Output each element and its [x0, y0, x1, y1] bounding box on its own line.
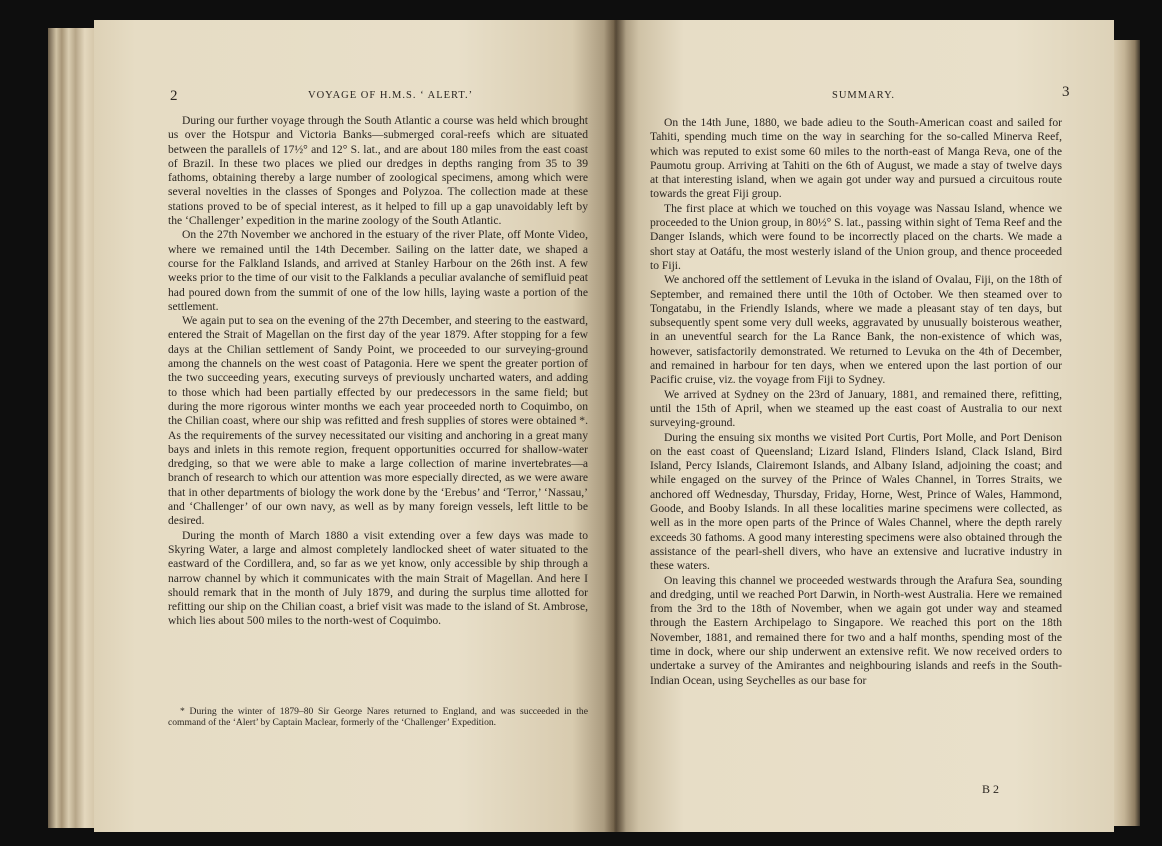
right-paragraph: On leaving this channel we proceeded westwards through the Arafura Sea, sounding and dredging, until we reached Port Darwin, in North-west Australia. Here we remained from the 3rd to the 18th of November, when we again got under way and steamed through the Eastern Archipelago to Singapore. We reached this port on the 18th November, 1881, and remained there for two and a half months, spending most of the time in dock, where our ship underwent an extensive refit. We now received orders to undertake a survey of the Amirantes and neighbouring islands and reefs in the South-Indian Ocean, using Seychelles as our base for: [650, 573, 1062, 687]
right-page-edges: [1114, 40, 1140, 826]
right-body-text: [650, 116, 1062, 688]
left-paragraph: We again put to sea on the evening of the 27th December, and steering to the eastward, entered the Strait of Magellan on the first day of the year 1879. After stopping for a few days at the Chilian settlement of Sandy Point, we proceeded to our surveying-ground among the channels on the west coast of Patagonia. Here we spent the greater portion of the two succeeding years, executing surveys of previously uncharted waters, and adding to those which had been partially effected by our predecessors in the same field; but during the more rigorous winter months we each year proceeded north to Coquimbo, on the Chilian coast, where our ship was refitted and fresh supplies of stores were obtained *. As the requirements of the survey necessitated our visiting and anchoring in a great many bays and inlets in this remote region, frequent opportunities occurred for shallow-water dredging, so that we were able to make a large collection of marine invertebrates—a branch of research to which our attention was more especially directed, as we were aware that in other departments of biology the work done by the ‘Erebus’ and ‘Terror,’ ‘Nassau,’ and ‘Challenger’ of our own navy, as well as by many foreign vessels, left little to be desired.: [168, 314, 588, 528]
left-paragraph: On the 27th November we anchored in the estuary of the river Plate, off Monte Video, where we remained until the 14th December. Sailing on the latter date, we shaped a course for the Falkland Islands, and arrived at Stanley Harbour on the 26th inst. A few weeks prior to the time of our visit to the Falklands a peculiar avalanche of semifluid peat had poured down from the summit of one of the low hills, laying waste a portion of the settlement.: [168, 228, 588, 313]
book-gutter: [604, 20, 626, 832]
right-page: [614, 20, 1114, 832]
left-page-edges: [48, 28, 94, 828]
open-book: [48, 20, 1140, 832]
left-paragraph: During our further voyage through the South Atlantic a course was held which brought us over the Hotspur and Victoria Banks—submerged coral-reefs which are situated between the parallels of 17½° and 12° S. lat., and are about 180 miles from the east coast of Brazil. In these two places we plied our dredges in depths ranging from 35 to 39 fathoms, obtaining thereby a large number of zoological specimens, among which were several novelties in the classes of Sponges and Polyzoa. The collection made at these stations proved to be of special interest, as it helped to fill up a gap unavoidably left by the ‘Challenger’ expedition in the marine zoology of the South Atlantic.: [168, 114, 588, 228]
signature-mark: B 2: [982, 782, 1000, 796]
right-paragraph: On the 14th June, 1880, we bade adieu to the South-American coast and sailed for Tahiti, spending much time on the way in searching for the so-called Minerva Reef, which was reputed to exist some 60 miles to the north-east of Manga Reva, one of the Paumotu group. Arriving at Tahiti on the 6th of August, we made a stay of twelve days at that interesting island, when we again got under way and pursued a circuitous route towards the great Fiji group.: [650, 116, 1062, 201]
right-running-head: SUMMARY.: [832, 90, 895, 101]
left-footnote: [168, 706, 588, 729]
right-page-number: 3: [1062, 84, 1070, 100]
left-body-text: [168, 114, 588, 629]
left-page: [94, 20, 614, 832]
left-running-head: VOYAGE OF H.M.S. ‘ ALERT.’: [308, 90, 474, 101]
right-paragraph: We arrived at Sydney on the 23rd of January, 1881, and remained there, refitting, until the 15th of April, when we steamed up the east coast of Australia to our next surveying-ground.: [650, 387, 1062, 430]
footnote-text: * During the winter of 1879–80 Sir George Nares returned to England, and was succeeded in the command of the ‘Alert’ by Captain Maclear, formerly of the ‘Challenger’ Expedition.: [168, 706, 588, 729]
right-paragraph: We anchored off the settlement of Levuka in the island of Ovalau, Fiji, on the 18th of September, and remained there until the 10th of October. We then steamed over to Tongatabu, in the Friendly Islands, where we made a pleasant stay of ten days, but subsequently spent some very dull weeks, aggravated by unusually boisterous weather, in an uneventful search for the La Rance Bank, the non-existence of which was, however, satisfactorily demonstrated. We returned to Levuka on the 4th of December, and remained in harbour for ten days, when we entered upon the last portion of our Pacific cruise, viz. the voyage from Fiji to Sydney.: [650, 273, 1062, 387]
left-page-number: 2: [170, 88, 178, 104]
right-paragraph: During the ensuing six months we visited Port Curtis, Port Molle, and Port Denison on the east coast of Queensland; Lizard Island, Flinders Island, Clack Island, Bird Island, Percy Islands, Clairemont Islands, and Albany Island, adjoining the coast; and while engaged on the survey of the Prince of Wales Channel, in Torres Straits, we anchored off Wednesday, Thursday, Friday, Horne, West, Prince of Wales, Hammond, Goode, and Booby Islands. In all these localities marine specimens were collected, as well as in the more open parts of the Prince of Wales Channel, where the depth rarely exceeds 30 fathoms. A good many interesting specimens were also obtained through the assistance of the pearl-shell divers, who have an extensive and lucrative industry in these waters.: [650, 430, 1062, 573]
left-paragraph: During the month of March 1880 a visit extending over a few days was made to Skyring Water, a large and almost completely landlocked sheet of water situated to the eastward of the Cordillera, and, so far as we yet know, only accessible by ship through a narrow channel by which it communicates with the main Strait of Magellan. And here I should remark that in the month of July 1879, and during the surplus time allotted for refitting our ship on the Chilian coast, a brief visit was made to the island of St. Ambrose, which lies about 500 miles to the north-west of Coquimbo.: [168, 528, 588, 628]
right-paragraph: The first place at which we touched on this voyage was Nassau Island, whence we proceeded to the Union group, in 80½° S. lat., passing within sight of Tema Reef and the Danger Islands, which were found to be incorrectly placed on the charts. We made a short stay at Oatáfu, the most westerly island of the Union group, and thence proceeded to Fiji.: [650, 201, 1062, 272]
